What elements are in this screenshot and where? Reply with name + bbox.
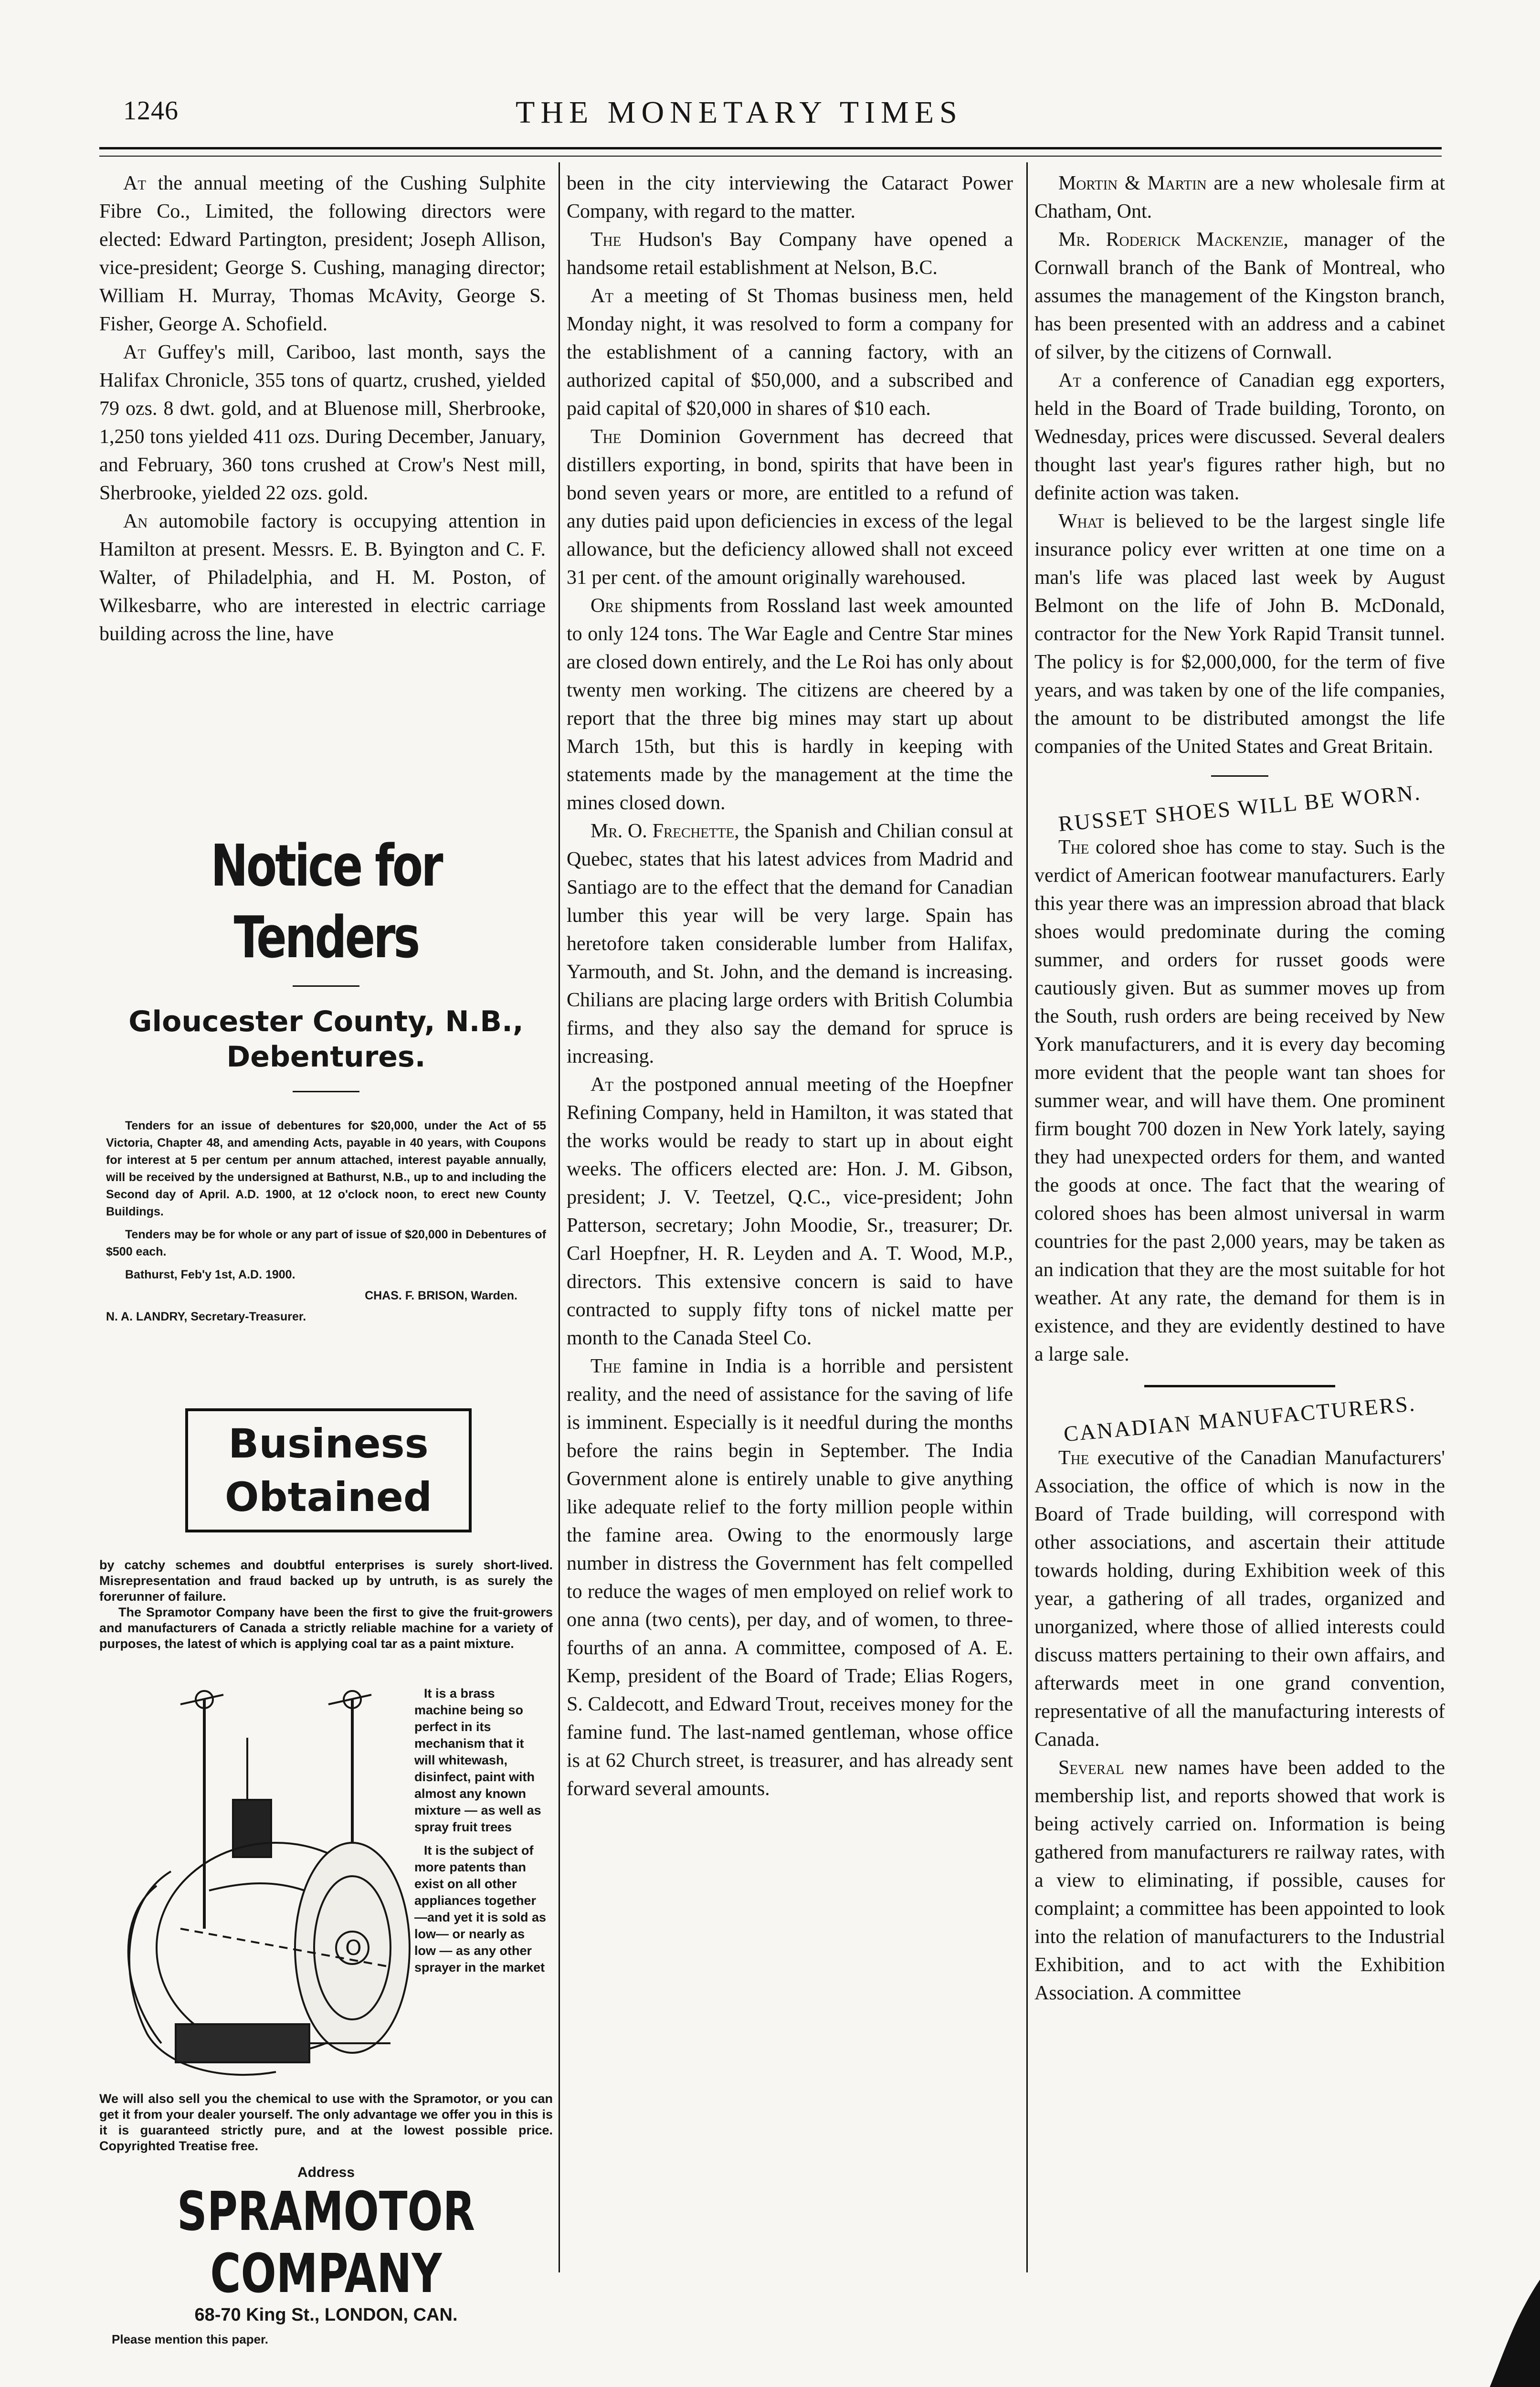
box-headline: Business <box>228 1420 429 1467</box>
tenders-signer: N. A. LANDRY, Secretary-Treasurer. <box>106 1310 306 1323</box>
column-middle <box>567 169 1013 1803</box>
tenders-title: Notice for Tenders <box>211 833 442 971</box>
article-paragraph: The Dominion Government has decreed that distillers exporting, in bond, spirits that have been in bond seven years or more, are entitled to a refund of any duties paid upon deficiencies in excess of the legal allowance, but the deficiency allowed shall not exceed 31 per cent. of the amount originally warehoused. <box>567 426 1013 589</box>
sprayer-machine-illustration <box>104 1680 414 2091</box>
mention-paper: Please mention this paper. <box>112 2332 268 2346</box>
sprayer-feature: It is the subject of more patents than exist on all other appliances together —and yet it is sold as low— or nearly as low — as any other sprayer in the market <box>414 1843 547 1975</box>
header-rule-thick <box>99 147 1442 149</box>
header-rule-thin <box>99 156 1442 157</box>
article-paragraph: Mr. O. Frechette, the Spanish and Chilian consul at Quebec, states that his latest advices from Madrid and Santiago are to the effect that the demand for Canadian lumber this year will be very large. Spain has heretofore taken considerable lumber from Halifax, Yarmouth, and St. John, and the demand is increasing. Chilians are placing large orders with British Columbia firms, and they also say the demand for spruce is increasing. <box>567 820 1013 1067</box>
divider <box>293 985 359 987</box>
address-label: Address <box>297 2165 355 2180</box>
article-paragraph: At a conference of Canadian egg exporters, held in the Board of Trade building, Toronto, on Wednesday, prices were discussed. Several dealers thought last year's figures rather high, but no definite action was taken. <box>1034 370 1445 504</box>
sprayer-description <box>414 1685 548 1983</box>
article-paragraph: The Hudson's Bay Company have opened a handsome retail establishment at Nelson, B.C. <box>567 229 1013 279</box>
business-obtained-box <box>185 1408 472 1532</box>
divider <box>293 1091 359 1092</box>
tenders-body: Tenders may be for whole or any part of issue of $20,000 in Debentures of $500 each. <box>106 1228 546 1258</box>
article-paragraph: Several new names have been added to the membership list, and reports showed that work is being actively carried on. Information is being gathered from manufacturers re railway rates, with a view to eliminating, if possible, causes for complaint; a committee has been appointed to look into the relation of manufacturers to the Industrial Exhibition, and to act with the Exhibition Association. A committee <box>1034 1757 1445 2004</box>
masthead-title: THE MONETARY TIMES <box>516 95 963 130</box>
article-paragraph: Mortin & Martin are a new wholesale firm at Chatham, Ont. <box>1034 172 1445 222</box>
article-paragraph: What is believed to be the largest single life insurance policy ever written at one time on a man's life was placed last week by August Belmont on the life of John B. McDonald, contractor for the New York Rapid Transit tunnel. The policy is for $2,000,000, for the term of five years, and was taken by one of the life companies, the amount to be distributed amongst the life companies of the United States and Great Britain. <box>1034 510 1445 758</box>
column-rule-left <box>559 162 560 2272</box>
divider <box>1211 775 1268 777</box>
article-paragraph: The executive of the Canadian Manufacturers' Association, the office of which is now in the Board of Trade building, will correspond with other associations, and ascertain their attitude towards holding, during Exhibition week of this year, a gathering of all trades, organized and unorganized, where those of allied interests could discuss matters pertaining to their own affairs, and afterwards meet in one grand convention, representative of all the manufacturing interests of Canada. <box>1034 1447 1445 1751</box>
article-paragraph: At the postponed annual meeting of the Hoepfner Refining Company, held in Hamilton, it was stated that the works would be ready to start up in about eight weeks. The officers elected are: Hon. J. M. Gibson, president; J. V. Teetzel, Q.C., vice-president; John Patterson, secretary; John Moodie, Sr., treasurer; Dr. Carl Hoepfner, H. R. Leyden and A. T. Wood, M.P., directors. This extensive concern is said to have contracted to supply fifty tons of nickel matte per month to the Canada Steel Co. <box>567 1074 1013 1349</box>
tenders-date: Bathurst, Feb'y 1st, A.D. 1900. <box>125 1268 295 1281</box>
article-paragraph: At the annual meeting of the Cushing Sulphite Fibre Co., Limited, the following directors were elected: Edward Partington, president; Joseph Allison, vice-president; George S. Cushing, managing director; William H. Murray, Thomas McAvity, George S. Fisher, George A. Schofield. <box>99 172 546 335</box>
tenders-body: Tenders for an issue of debentures for $20,000, under the Act of 55 Victoria, Chapter 48, and amending Acts, payable in 40 years, with Coupons for interest at 5 per centum per annum attached, interest payable annually, will be received by the undersigned at Bathurst, N.B., up to and including the Second day of April. A.D. 1900, at 12 o'clock noon, to erect new County Buildings. <box>106 1119 546 1218</box>
article-paragraph: Ore shipments from Rossland last week amounted to only 124 tons. The War Eagle and Centre Star mines are closed down entirely, and the Le Roi has only about twenty men working. The citizens are cheered by a report that the three big mines may start up about March 15th, but this is hardly in keeping with statements made by the management at the time the mines closed down. <box>567 595 1013 814</box>
page-number: 1246 <box>123 96 179 126</box>
ad-intro: by catchy schemes and doubtful enterprises is surely short-lived. Misrepresentation and fraud backed up by untruth, is as surely the forerunner of failure. <box>99 1558 553 1604</box>
tenders-advertisement <box>99 831 553 1325</box>
svg-text:O: O <box>345 1936 362 1960</box>
column-left <box>99 169 546 648</box>
article-paragraph: The famine in India is a horrible and persistent reality, and the need of assistance for the saving of life is imminent. Especially is it needful during the months before the rains begin in September. The India Government alone is entirely unable to give anything like adequate relief to the forty million people within the famine area. Owing to the enormously large number in distress the Government has felt compelled to reduce the wages of men employed on relief work to one anna (two cents), per day, and of women, to three-fourths of an anna. A committee, composed of A. E. Kemp, president of the Board of Trade; Elias Rogers, S. Caldecott, and Edward Trout, receives money for the famine fund. The last-named gentleman, whose office is at 62 Church street, is treasurer, and has already sent forward several amounts. <box>567 1355 1013 1800</box>
page-curl-shadow <box>1483 2280 1540 2387</box>
article-paragraph: been in the city interviewing the Cataract Power Company, with regard to the matter. <box>567 172 1013 222</box>
article-paragraph: An automobile factory is occupying attention in Hamilton at present. Messrs. E. B. Byington and C. F. Walter, of Philadelphia, and H. M. Poston, of Wilkesbarre, who are interested in electric carriage building across the line, have <box>99 510 546 645</box>
tenders-subtitle: Gloucester County, N.B., <box>128 1005 524 1038</box>
ad-closing: We will also sell you the chemical to use with the Spramotor, or you can get it from your dealer yourself. The only advantage we offer you in this is it is guaranteed strictly pure, and at the lowest possible price. Copyrighted Treatise free. <box>99 2091 553 2153</box>
column-right <box>1034 169 1445 2007</box>
ad-intro: The Spramotor Company have been the first to give the fruit-growers and manufacturers of Canada a strictly reliable machine for a variety of purposes, the latest of which is applying coal tar as a paint mixture. <box>99 1605 553 1651</box>
spramotor-footer <box>99 2091 553 2347</box>
article-paragraph: At Guffey's mill, Cariboo, last month, says the Halifax Chronicle, 355 tons of quartz, crushed, yielded 79 ozs. 8 dwt. gold, and at Bluenose mill, Sherbrooke, 1,250 tons yielded 411 ozs. During December, January, and February, 360 tons crushed at Crow's Nest mill, Sherbrooke, yielded 22 ozs. gold. <box>99 341 546 504</box>
company-name: SPRAMOTOR COMPANY <box>177 2181 475 2305</box>
column-rule-right <box>1026 162 1028 2272</box>
spramotor-advertisement <box>99 1557 553 1652</box>
section-heading: RUSSET SHOES WILL BE WORN. <box>1057 780 1423 836</box>
sprayer-feature: It is a brass machine being so perfect in its mechanism that it will whitewash, disinfect, paint with almost any known mixture — as well as spray fruit trees <box>414 1686 541 1834</box>
tenders-signer: CHAS. F. BRISON, Warden. <box>365 1289 517 1302</box>
company-address: 68-70 King St., LONDON, CAN. <box>194 2305 458 2325</box>
article-paragraph: The colored shoe has come to stay. Such is the verdict of American footwear manufacturers. Early this year there was an impression abroad that black shoes would predominate during the coming summer, and orders for russet goods were cautiously given. But as summer moves up from the South, rush orders are being received by New York manufacturers, and it is every day becoming more evident that the people want tan shoes for summer wear, and will have them. One prominent firm bought 700 dozen in New York lately, saying they had unexpected orders for them, and wanted the goods at once. The fact that the wearing of colored shoes has been almost universal in warm countries for the past 2,000 years, may be taken as an indication that they are the most suitable for hot weather. At any rate, the demand for them is in existence, and they are evidently destined to have a large sale. <box>1034 836 1445 1365</box>
article-paragraph: At a meeting of St Thomas business men, held Monday night, it was resolved to form a company for the establishment of a canning factory, with an authorized capital of $50,000, and a subscribed and paid capital of $20,000 in shares of $10 each. <box>567 285 1013 420</box>
box-headline: Obtained <box>224 1474 432 1521</box>
tenders-subtitle: Debentures. <box>226 1040 426 1074</box>
divider <box>1144 1385 1335 1387</box>
section-heading: CANADIAN MANUFACTURERS. <box>1063 1391 1417 1447</box>
article-paragraph: Mr. Roderick Mackenzie, manager of the Cornwall branch of the Bank of Montreal, who assumes the management of the Kingston branch, has been presented with an address and a cabinet of silver, by the citizens of Cornwall. <box>1034 229 1445 363</box>
